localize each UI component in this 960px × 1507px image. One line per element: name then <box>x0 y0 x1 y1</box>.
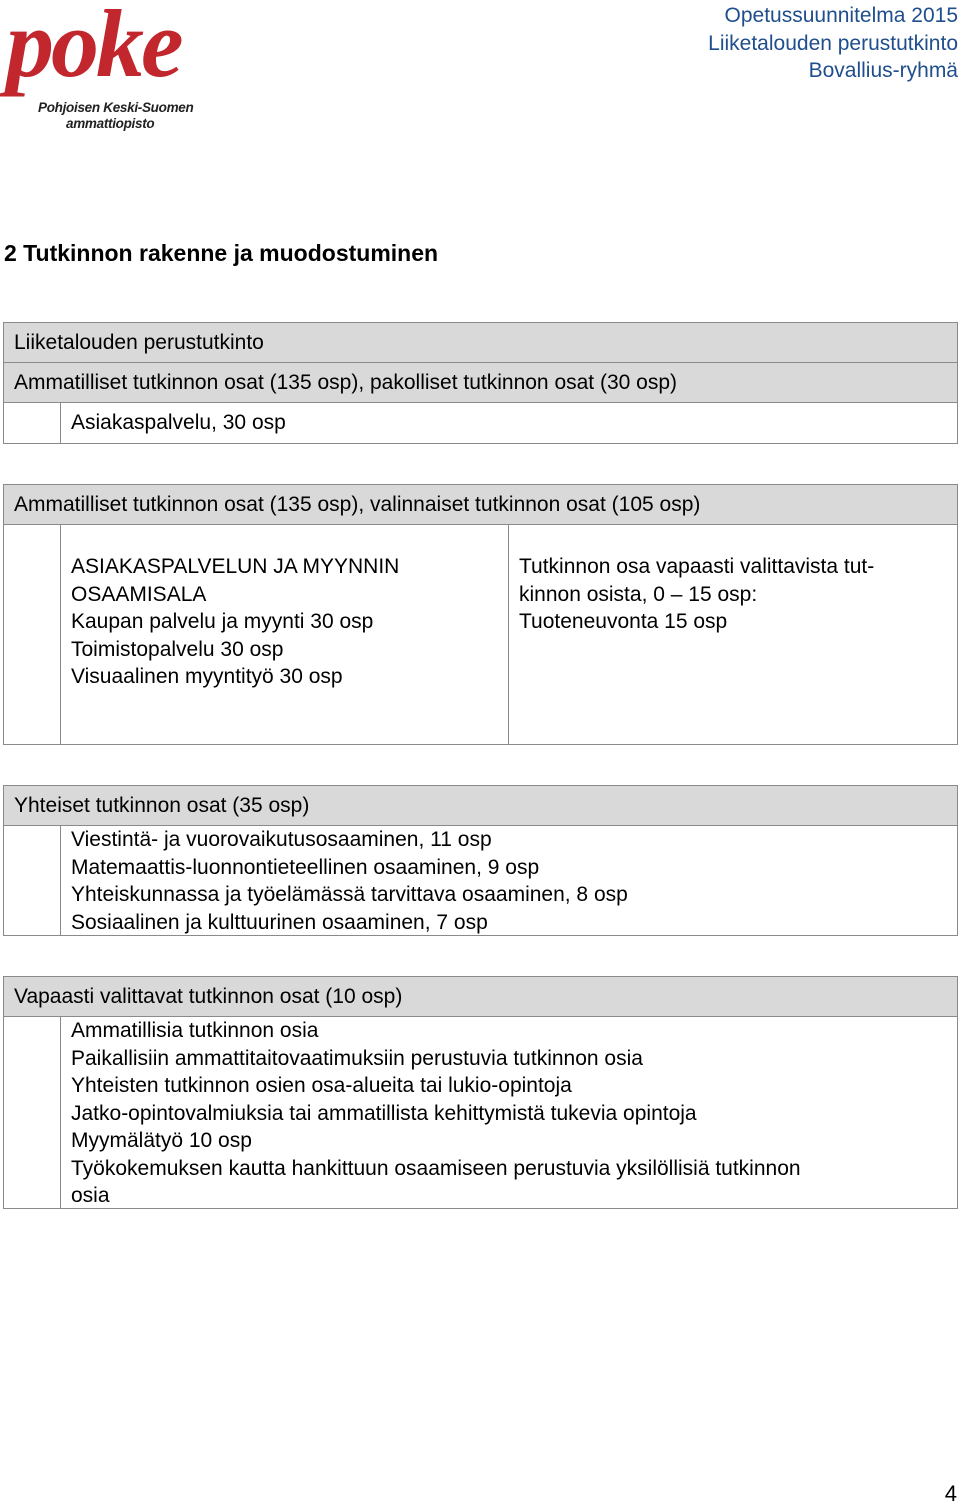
table-row <box>4 826 957 935</box>
list-item: Kaupan palvelu ja myynti 30 osp <box>71 610 374 633</box>
list-item: Matemaattis-luonnontieteellinen osaaminen, 9 osp <box>71 855 540 879</box>
header-line-curriculum: Opetussuunnitelma 2015 <box>724 4 958 27</box>
table-common-units <box>3 785 958 936</box>
indent-cell <box>4 403 61 443</box>
table-degree-title: Liiketalouden perustutkinto <box>4 323 957 363</box>
competence-area-cell <box>61 525 509 744</box>
list-item: Viestintä- ja vuorovaikutusosaaminen, 11 osp <box>71 828 492 851</box>
document-header <box>708 2 958 85</box>
indent-cell <box>4 525 61 744</box>
list-item: Tuoteneuvonta 15 osp <box>519 610 728 633</box>
list-item: Yhteisten tutkinnon osien osa-alueita tai lukio-opintoja <box>71 1074 572 1097</box>
table-optional-vocational-header: Ammatilliset tutkinnon osat (135 osp), valinnaiset tutkinnon osat (105 osp) <box>4 485 957 525</box>
list-item: Paikallisiin ammattitaitovaatimuksiin perustuvia tutkinnon osia <box>71 1046 643 1070</box>
table-degree-subheader: Ammatilliset tutkinnon osat (135 osp), pakolliset tutkinnon osat (30 osp) <box>4 363 957 403</box>
list-item: Toimistopalvelu 30 osp <box>71 637 284 661</box>
logo <box>6 0 211 133</box>
table-degree <box>3 322 958 444</box>
list-item: ASIAKASPALVELUN JA MYYNNIN <box>71 555 400 578</box>
indent-cell <box>4 1017 61 1208</box>
header-line-degree: Liiketalouden perustutkinto <box>708 31 958 55</box>
list-item: Myymälätyö 10 osp <box>71 1129 252 1152</box>
table-cell <box>61 826 628 935</box>
table-cell: Asiakaspalvelu, 30 osp <box>71 411 286 434</box>
list-item: Työkokemuksen kautta hankittuun osaamiseen perustuvia yksilöllisiä tutkinnon <box>71 1156 801 1180</box>
list-item: osia <box>71 1184 110 1207</box>
list-item: Yhteiskunnassa ja työelämässä tarvittava osaaminen, 8 osp <box>71 883 628 906</box>
table-cell <box>61 1017 801 1208</box>
table-common-units-header: Yhteiset tutkinnon osat (35 osp) <box>4 786 957 826</box>
header-line-group: Bovallius-ryhmä <box>808 59 958 82</box>
list-item: Tutkinnon osa vapaasti valittavista tut- <box>519 555 875 578</box>
table-row <box>4 1017 957 1208</box>
list-item: Ammatillisia tutkinnon osia <box>71 1019 319 1042</box>
list-item: Jatko-opintovalmiuksia tai ammatillista kehittymistä tukevia opintoja <box>71 1101 697 1125</box>
logo-tagline-2: ammattiopisto <box>66 116 155 131</box>
list-item: Sosiaalinen ja kulttuurinen osaaminen, 7 osp <box>71 910 488 934</box>
table-row <box>4 403 957 443</box>
logo-wordmark: poke <box>6 0 181 97</box>
list-item: Visuaalinen myyntityö 30 osp <box>71 665 343 688</box>
table-row <box>4 525 957 744</box>
indent-cell <box>4 826 61 935</box>
list-item: OSAAMISALA <box>71 582 207 606</box>
section-title: 2 Tutkinnon rakenne ja muodostuminen <box>4 240 439 266</box>
logo-tagline-1: Pohjoisen Keski-Suomen <box>38 100 194 115</box>
table-optional-vocational <box>3 484 958 745</box>
list-item: kinnon osista, 0 – 15 osp: <box>519 582 758 606</box>
page-number: 4 <box>944 1481 957 1506</box>
table-free-choice-units-header: Vapaasti valittavat tutkinnon osat (10 osp) <box>4 977 957 1017</box>
free-choice-cell <box>509 525 957 744</box>
table-free-choice-units <box>3 976 958 1209</box>
